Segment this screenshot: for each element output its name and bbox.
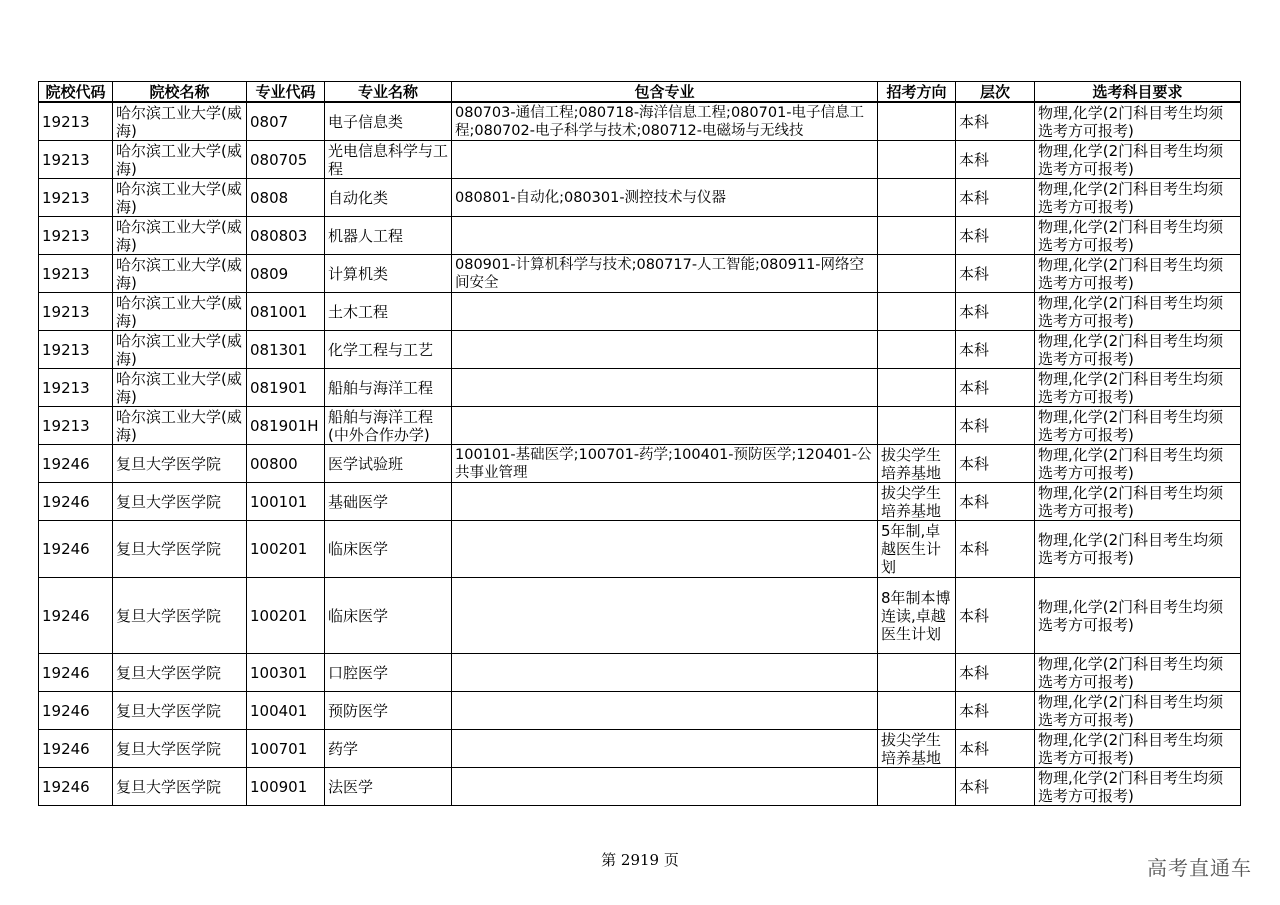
cell-major-name <box>325 483 452 521</box>
cell-school-code <box>39 407 113 445</box>
cell-school-code-text: 19213 <box>42 340 90 359</box>
cell-level-text: 本科 <box>959 777 990 796</box>
cell-school-code-text: 19246 <box>42 492 90 511</box>
cell-major-code <box>247 141 325 179</box>
cell-level-text: 本科 <box>959 264 990 283</box>
cell-major-code <box>247 331 325 369</box>
cell-included-programs-text: 080901-计算机科学与技术;080717-人工智能;080911-网络空间安全 <box>455 256 865 291</box>
cell-level <box>956 369 1035 407</box>
cell-school-name <box>113 217 247 255</box>
cell-major-name-text: 基础医学 <box>328 492 389 511</box>
table-body <box>39 102 1241 806</box>
cell-major-code-text: 100101 <box>250 492 308 511</box>
cell-subject-requirement-text: 物理,化学(2门科目考生均须选考方可报考) <box>1038 654 1224 691</box>
cell-subject-requirement-text: 物理,化学(2门科目考生均须选考方可报考) <box>1038 730 1224 767</box>
cell-major-code-text: 100201 <box>250 540 308 558</box>
cell-school-name <box>113 293 247 331</box>
cell-school-name-text: 哈尔滨工业大学(威海) <box>116 141 242 178</box>
cell-level-text: 本科 <box>959 416 990 435</box>
cell-included-programs-text: 080801-自动化;080301-测控技术与仪器 <box>455 189 727 206</box>
cell-admission-direction <box>878 141 956 179</box>
cell-major-name <box>325 578 452 654</box>
page-number: 第 2919 页 <box>601 851 679 869</box>
cell-school-code <box>39 331 113 369</box>
cell-school-name-text: 复旦大学医学院 <box>116 701 222 720</box>
header-level: 层次 <box>956 82 1035 103</box>
cell-level-text: 本科 <box>959 606 990 625</box>
cell-subject-requirement-text: 物理,化学(2门科目考生均须选考方可报考) <box>1038 293 1224 330</box>
cell-school-name-text: 复旦大学医学院 <box>116 739 222 758</box>
cell-level-text: 本科 <box>959 739 990 758</box>
cell-school-code-text: 19213 <box>42 226 90 245</box>
table-row <box>39 179 1241 217</box>
cell-major-code-text: 100401 <box>250 701 308 720</box>
cell-school-code <box>39 521 113 578</box>
cell-included-programs <box>452 521 878 578</box>
table-row <box>39 141 1241 179</box>
cell-major-code-text: 081301 <box>250 340 308 359</box>
table-row <box>39 217 1241 255</box>
cell-subject-requirement-text: 物理,化学(2门科目考生均须选考方可报考) <box>1038 531 1224 567</box>
cell-subject-requirement <box>1035 141 1241 179</box>
table-row <box>39 768 1241 806</box>
cell-school-code <box>39 255 113 293</box>
cell-subject-requirement-text: 物理,化学(2门科目考生均须选考方可报考) <box>1038 331 1224 368</box>
cell-major-name <box>325 217 452 255</box>
cell-major-name-text: 预防医学 <box>328 701 389 720</box>
cell-major-code <box>247 730 325 768</box>
cell-admission-direction <box>878 407 956 445</box>
cell-school-code-text: 19213 <box>42 302 90 321</box>
cell-major-code-text: 0809 <box>250 264 289 283</box>
cell-major-name-text: 医学试验班 <box>328 454 404 473</box>
cell-school-code-text: 19213 <box>42 188 90 207</box>
cell-major-code <box>247 692 325 730</box>
cell-level <box>956 578 1035 654</box>
cell-level <box>956 445 1035 483</box>
cell-subject-requirement-text: 物理,化学(2门科目考生均须选考方可报考) <box>1038 255 1224 292</box>
header-admission-direction: 招考方向 <box>878 82 956 103</box>
cell-school-name-text: 复旦大学医学院 <box>116 663 222 682</box>
cell-school-code-text: 19246 <box>42 663 90 682</box>
cell-major-name-text: 土木工程 <box>328 302 389 321</box>
cell-admission-direction <box>878 369 956 407</box>
cell-included-programs <box>452 578 878 654</box>
cell-subject-requirement-text: 物理,化学(2门科目考生均须选考方可报考) <box>1038 179 1224 216</box>
cell-major-name <box>325 331 452 369</box>
cell-major-name-text: 计算机类 <box>328 264 389 283</box>
cell-level <box>956 407 1035 445</box>
cell-major-name <box>325 407 452 445</box>
cell-major-name-text: 药学 <box>328 739 359 758</box>
cell-major-code-text: 080803 <box>250 226 308 245</box>
cell-level <box>956 255 1035 293</box>
cell-subject-requirement-text: 物理,化学(2门科目考生均须选考方可报考) <box>1038 141 1224 178</box>
cell-school-code <box>39 369 113 407</box>
table-row <box>39 293 1241 331</box>
cell-admission-direction-text: 5年制,卓越医生计划 <box>881 522 942 576</box>
table-row <box>39 407 1241 445</box>
cell-level-text: 本科 <box>959 663 990 682</box>
cell-level-text: 本科 <box>959 150 990 169</box>
cell-school-name <box>113 768 247 806</box>
cell-school-code-text: 19246 <box>42 454 90 473</box>
cell-school-code <box>39 578 113 654</box>
cell-school-code-text: 19213 <box>42 416 90 435</box>
cell-subject-requirement <box>1035 407 1241 445</box>
cell-school-name-text: 复旦大学医学院 <box>116 454 222 473</box>
cell-subject-requirement <box>1035 654 1241 692</box>
table-row <box>39 102 1241 141</box>
admission-requirements-table <box>38 81 1241 806</box>
cell-admission-direction <box>878 521 956 578</box>
cell-included-programs <box>452 369 878 407</box>
cell-major-code <box>247 445 325 483</box>
table-header-row <box>39 82 1241 103</box>
cell-major-name-text: 自动化类 <box>328 188 389 207</box>
cell-school-name-text: 哈尔滨工业大学(威海) <box>116 217 242 254</box>
header-school-name: 院校名称 <box>113 82 247 103</box>
cell-school-name <box>113 141 247 179</box>
cell-level <box>956 102 1035 141</box>
cell-subject-requirement-text: 物理,化学(2门科目考生均须选考方可报考) <box>1038 445 1224 482</box>
cell-school-code-text: 19246 <box>42 540 90 558</box>
cell-included-programs <box>452 692 878 730</box>
cell-major-name <box>325 141 452 179</box>
cell-major-name-text: 临床医学 <box>328 540 389 558</box>
cell-major-name <box>325 654 452 692</box>
cell-school-name <box>113 483 247 521</box>
cell-major-name-text: 机器人工程 <box>328 226 404 245</box>
cell-major-name <box>325 445 452 483</box>
cell-subject-requirement <box>1035 102 1241 141</box>
cell-level-text: 本科 <box>959 226 990 245</box>
table-row <box>39 445 1241 483</box>
cell-school-code-text: 19246 <box>42 777 90 796</box>
table-row <box>39 692 1241 730</box>
cell-school-code <box>39 102 113 141</box>
cell-level-text: 本科 <box>959 340 990 359</box>
cell-admission-direction-text: 拔尖学生培养基地 <box>881 730 942 767</box>
cell-school-name-text: 复旦大学医学院 <box>116 492 222 511</box>
cell-included-programs <box>452 483 878 521</box>
cell-subject-requirement <box>1035 768 1241 806</box>
cell-level <box>956 217 1035 255</box>
cell-major-code-text: 100901 <box>250 777 308 796</box>
cell-level <box>956 483 1035 521</box>
cell-admission-direction <box>878 217 956 255</box>
table-row <box>39 331 1241 369</box>
cell-admission-direction <box>878 102 956 141</box>
cell-school-name <box>113 445 247 483</box>
table-row <box>39 521 1241 578</box>
cell-admission-direction-text: 8年制本博连读,卓越医生计划 <box>881 588 951 643</box>
cell-school-code-text: 19213 <box>42 112 90 131</box>
cell-school-name <box>113 179 247 217</box>
cell-included-programs <box>452 179 878 217</box>
cell-major-code <box>247 179 325 217</box>
cell-school-code <box>39 692 113 730</box>
cell-subject-requirement-text: 物理,化学(2门科目考生均须选考方可报考) <box>1038 483 1224 520</box>
cell-subject-requirement <box>1035 445 1241 483</box>
cell-major-code-text: 00800 <box>250 454 298 473</box>
header-major-code: 专业代码 <box>247 82 325 103</box>
cell-included-programs <box>452 255 878 293</box>
cell-admission-direction <box>878 483 956 521</box>
cell-school-code-text: 19246 <box>42 701 90 720</box>
cell-major-code-text: 080705 <box>250 150 308 169</box>
cell-school-name <box>113 654 247 692</box>
cell-major-name <box>325 369 452 407</box>
cell-included-programs <box>452 331 878 369</box>
cell-school-name-text: 哈尔滨工业大学(威海) <box>116 255 242 292</box>
cell-admission-direction <box>878 331 956 369</box>
cell-level-text: 本科 <box>959 302 990 321</box>
cell-major-code-text: 100701 <box>250 739 308 758</box>
cell-major-name-text: 船舶与海洋工程 <box>328 378 434 397</box>
cell-school-code <box>39 730 113 768</box>
cell-major-code-text: 0808 <box>250 188 289 207</box>
cell-included-programs <box>452 141 878 179</box>
cell-included-programs-text: 080703-通信工程;080718-海洋信息工程;080701-电子信息工程;080702-电子科学与技术;080712-电磁场与无线技 <box>455 104 865 139</box>
cell-major-code-text: 081901 <box>250 378 308 397</box>
cell-level <box>956 293 1035 331</box>
cell-level <box>956 521 1035 578</box>
cell-admission-direction <box>878 179 956 217</box>
cell-level-text: 本科 <box>959 378 990 397</box>
cell-school-code <box>39 768 113 806</box>
cell-school-name <box>113 692 247 730</box>
cell-admission-direction <box>878 293 956 331</box>
cell-major-name-text: 临床医学 <box>328 606 389 625</box>
table-row <box>39 483 1241 521</box>
cell-school-code-text: 19213 <box>42 264 90 283</box>
cell-subject-requirement <box>1035 179 1241 217</box>
cell-included-programs <box>452 445 878 483</box>
cell-level <box>956 692 1035 730</box>
cell-included-programs <box>452 102 878 141</box>
cell-school-name-text: 哈尔滨工业大学(威海) <box>116 179 242 216</box>
cell-subject-requirement <box>1035 369 1241 407</box>
header-school-code: 院校代码 <box>39 82 113 103</box>
cell-school-code <box>39 179 113 217</box>
cell-school-name <box>113 369 247 407</box>
cell-included-programs <box>452 293 878 331</box>
cell-major-name <box>325 768 452 806</box>
cell-major-code <box>247 217 325 255</box>
table-row <box>39 578 1241 654</box>
cell-subject-requirement <box>1035 521 1241 578</box>
cell-major-name-text: 船舶与海洋工程(中外合作办学) <box>328 407 434 444</box>
cell-major-code <box>247 578 325 654</box>
cell-major-name <box>325 521 452 578</box>
cell-subject-requirement <box>1035 217 1241 255</box>
table-row <box>39 654 1241 692</box>
cell-school-code <box>39 483 113 521</box>
cell-major-name-text: 化学工程与工艺 <box>328 340 434 359</box>
cell-level <box>956 730 1035 768</box>
cell-major-name-text: 光电信息科学与工程 <box>328 141 449 178</box>
cell-subject-requirement <box>1035 483 1241 521</box>
header-major-name: 专业名称 <box>325 82 452 103</box>
cell-admission-direction <box>878 730 956 768</box>
cell-level <box>956 179 1035 217</box>
cell-subject-requirement <box>1035 692 1241 730</box>
cell-school-name-text: 复旦大学医学院 <box>116 777 222 796</box>
cell-school-name-text: 复旦大学医学院 <box>116 606 222 625</box>
cell-subject-requirement <box>1035 293 1241 331</box>
cell-level-text: 本科 <box>959 112 990 131</box>
cell-admission-direction <box>878 768 956 806</box>
cell-included-programs <box>452 654 878 692</box>
cell-subject-requirement <box>1035 578 1241 654</box>
cell-subject-requirement-text: 物理,化学(2门科目考生均须选考方可报考) <box>1038 217 1224 254</box>
cell-subject-requirement-text: 物理,化学(2门科目考生均须选考方可报考) <box>1038 369 1224 406</box>
cell-major-code <box>247 369 325 407</box>
cell-level <box>956 654 1035 692</box>
cell-major-name <box>325 179 452 217</box>
table-row <box>39 730 1241 768</box>
cell-school-code-text: 19213 <box>42 150 90 169</box>
cell-major-code-text: 100301 <box>250 663 308 682</box>
cell-major-code-text: 0807 <box>250 112 289 131</box>
cell-major-name <box>325 102 452 141</box>
cell-school-code <box>39 654 113 692</box>
cell-school-code <box>39 217 113 255</box>
cell-major-code <box>247 768 325 806</box>
cell-major-name <box>325 255 452 293</box>
cell-school-name <box>113 102 247 141</box>
cell-major-code <box>247 102 325 141</box>
cell-major-code-text: 081901H <box>250 416 319 435</box>
cell-school-name-text: 哈尔滨工业大学(威海) <box>116 331 242 368</box>
cell-admission-direction-text: 拔尖学生培养基地 <box>881 483 942 520</box>
cell-major-code <box>247 255 325 293</box>
cell-school-name <box>113 578 247 654</box>
cell-school-name <box>113 255 247 293</box>
cell-included-programs <box>452 768 878 806</box>
cell-school-code <box>39 445 113 483</box>
cell-major-code-text: 081001 <box>250 302 308 321</box>
cell-admission-direction <box>878 255 956 293</box>
cell-level-text: 本科 <box>959 701 990 720</box>
cell-level <box>956 331 1035 369</box>
cell-subject-requirement <box>1035 331 1241 369</box>
cell-school-name <box>113 730 247 768</box>
cell-major-code <box>247 483 325 521</box>
cell-school-name-text: 哈尔滨工业大学(威海) <box>116 369 242 406</box>
cell-school-code <box>39 293 113 331</box>
cell-school-name <box>113 407 247 445</box>
cell-major-name-text: 电子信息类 <box>328 112 404 131</box>
cell-school-name <box>113 521 247 578</box>
cell-school-name-text: 复旦大学医学院 <box>116 540 222 558</box>
cell-major-name <box>325 293 452 331</box>
cell-major-name-text: 法医学 <box>328 777 374 796</box>
cell-subject-requirement <box>1035 730 1241 768</box>
cell-admission-direction <box>878 578 956 654</box>
cell-major-code <box>247 293 325 331</box>
cell-admission-direction <box>878 692 956 730</box>
cell-level-text: 本科 <box>959 540 990 558</box>
cell-major-code <box>247 654 325 692</box>
cell-major-code-text: 100201 <box>250 606 308 625</box>
cell-school-code-text: 19246 <box>42 606 90 625</box>
cell-admission-direction <box>878 654 956 692</box>
cell-school-code <box>39 141 113 179</box>
cell-included-programs <box>452 217 878 255</box>
cell-major-code <box>247 521 325 578</box>
header-subject-requirement: 选考科目要求 <box>1035 82 1241 103</box>
cell-subject-requirement-text: 物理,化学(2门科目考生均须选考方可报考) <box>1038 103 1224 140</box>
cell-level-text: 本科 <box>959 492 990 511</box>
cell-included-programs <box>452 730 878 768</box>
cell-level <box>956 768 1035 806</box>
cell-school-name-text: 哈尔滨工业大学(威海) <box>116 293 242 330</box>
table-row <box>39 369 1241 407</box>
cell-major-name <box>325 730 452 768</box>
cell-school-name-text: 哈尔滨工业大学(威海) <box>116 103 242 140</box>
cell-major-code <box>247 407 325 445</box>
cell-level-text: 本科 <box>959 454 990 473</box>
header-included-programs: 包含专业 <box>452 82 878 103</box>
cell-subject-requirement-text: 物理,化学(2门科目考生均须选考方可报考) <box>1038 768 1224 805</box>
cell-subject-requirement-text: 物理,化学(2门科目考生均须选考方可报考) <box>1038 407 1224 444</box>
cell-admission-direction-text: 拔尖学生培养基地 <box>881 445 942 482</box>
table-row <box>39 255 1241 293</box>
cell-school-code-text: 19213 <box>42 378 90 397</box>
cell-school-name-text: 哈尔滨工业大学(威海) <box>116 407 242 444</box>
cell-school-code-text: 19246 <box>42 739 90 758</box>
cell-school-name <box>113 331 247 369</box>
cell-level-text: 本科 <box>959 188 990 207</box>
cell-included-programs <box>452 407 878 445</box>
watermark-logo-text: 高考直通车 <box>1147 856 1252 880</box>
cell-subject-requirement-text: 物理,化学(2门科目考生均须选考方可报考) <box>1038 692 1224 729</box>
cell-major-name <box>325 692 452 730</box>
cell-subject-requirement-text: 物理,化学(2门科目考生均须选考方可报考) <box>1038 597 1224 634</box>
cell-subject-requirement <box>1035 255 1241 293</box>
cell-major-name-text: 口腔医学 <box>328 663 389 682</box>
cell-level <box>956 141 1035 179</box>
cell-included-programs-text: 100101-基础医学;100701-药学;100401-预防医学;120401-公共事业管理 <box>455 446 872 481</box>
cell-admission-direction <box>878 445 956 483</box>
